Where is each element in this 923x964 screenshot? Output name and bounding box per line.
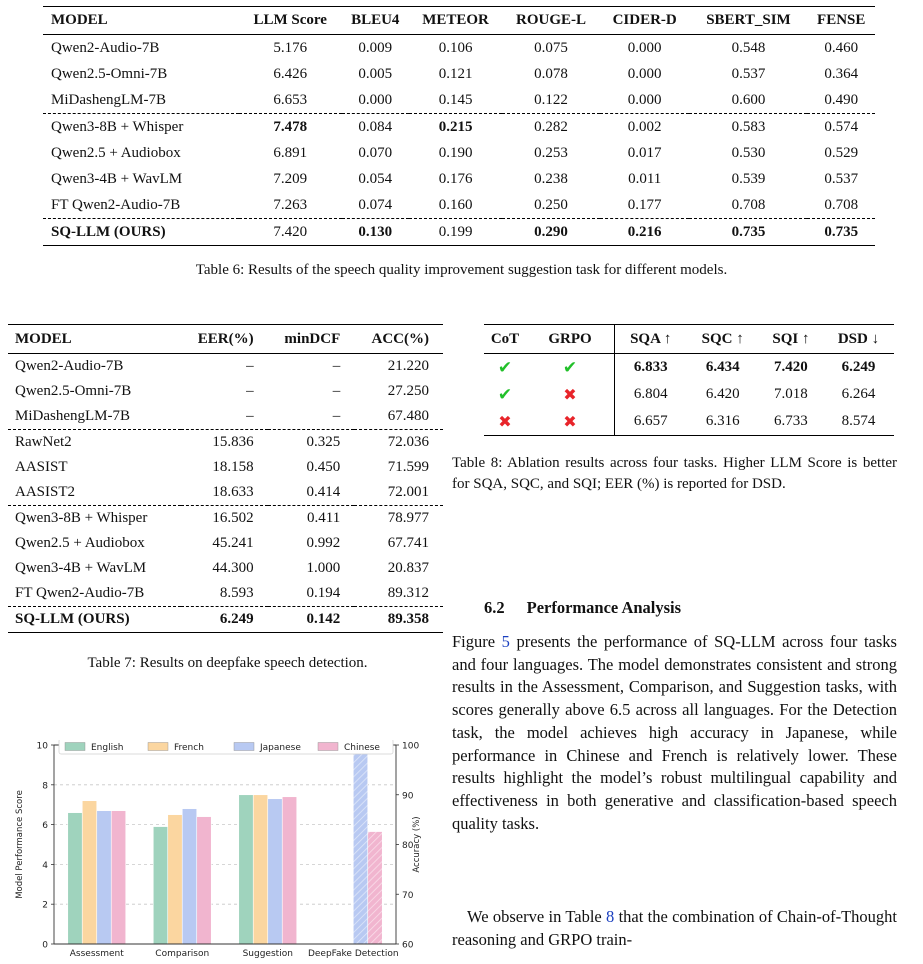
t6-cell: 0.002	[600, 114, 690, 141]
t6-cell: 6.653	[273, 91, 308, 108]
t7-cell: Qwen3-4B + WavLM	[15, 560, 147, 576]
cross-icon: ✖	[526, 408, 615, 436]
t6-cell: 7.263	[273, 196, 308, 213]
t6-cell: Qwen3-4B + WavLM	[51, 170, 183, 187]
table-row	[8, 455, 443, 480]
legend-swatch-english	[65, 743, 85, 751]
t8-cell: 6.657	[615, 408, 687, 436]
t7-cell: 0.325	[268, 430, 355, 456]
t7-col-acc: ACC(%)	[354, 325, 443, 354]
t8-col-grpo: GRPO	[526, 325, 615, 354]
table-row	[8, 581, 443, 607]
t6-cell: 0.160	[438, 196, 473, 213]
t7-cell: 27.250	[387, 383, 429, 399]
t7-cell: 21.220	[354, 354, 443, 380]
t6-cell: 0.084	[342, 114, 410, 141]
x-tick-label: DeepFake Detection	[307, 949, 399, 959]
t6-cell: 0.005	[358, 65, 393, 82]
bar-chinese-3	[368, 832, 383, 944]
bar-english-2	[239, 795, 254, 944]
t7-cell: 16.502	[181, 506, 268, 532]
t7-cell: AASIST2	[15, 484, 76, 500]
t7-cell: 72.001	[387, 484, 429, 500]
t6-cell: 0.530	[731, 144, 766, 161]
t7-cell: Qwen2.5 + Audiobox	[15, 535, 145, 551]
x-tick-label: Comparison	[155, 949, 210, 959]
table-6	[43, 6, 875, 246]
t8-cell: 6.434	[686, 354, 759, 382]
t8-cell: 8.574	[823, 408, 894, 436]
t6-cell: 0.011	[628, 170, 662, 187]
table-row	[8, 430, 443, 456]
legend-label-english: English	[91, 743, 124, 753]
t7-cell: –	[332, 408, 341, 424]
table-row	[43, 219, 875, 246]
para1-text: Figure	[452, 632, 502, 651]
table-8-header	[484, 325, 894, 354]
t6-col-fense: FENSE	[807, 7, 875, 35]
t6-cell: 0.130	[342, 219, 410, 246]
paragraph-ablation	[452, 906, 897, 951]
t6-cell: 0.000	[627, 65, 662, 82]
y-tick-label: 4	[42, 860, 48, 871]
t6-cell: 0.145	[438, 91, 473, 108]
t7-cell: 89.358	[354, 607, 443, 633]
bar-french-0	[82, 801, 97, 944]
t7-col-model: MODEL	[8, 325, 181, 354]
table-row	[8, 607, 443, 633]
table-8	[484, 324, 894, 436]
legend-label-chinese: Chinese	[344, 743, 380, 753]
legend-label-japanese: Japanese	[260, 743, 301, 753]
table-row	[43, 87, 875, 114]
t7-cell: 18.633	[212, 484, 254, 500]
legend-swatch-chinese	[318, 743, 338, 751]
t8-cell: 6.316	[686, 408, 759, 436]
t6-cell: 0.000	[627, 91, 662, 108]
t7-cell: –	[246, 408, 254, 424]
bar-french-2	[253, 795, 268, 944]
y-tick-label: 6	[42, 821, 48, 832]
t7-cell: 1.000	[306, 560, 341, 576]
t6-cell: 0.529	[824, 144, 859, 161]
t6-cell: 0.215	[409, 114, 502, 141]
t6-cell: 0.539	[731, 170, 766, 187]
t7-cell: 67.480	[387, 408, 429, 424]
t6-cell: 0.070	[358, 144, 393, 161]
t7-cell: 89.312	[387, 585, 429, 601]
paragraph-performance	[452, 631, 897, 835]
figure-ref-link[interactable]: 5	[501, 632, 510, 651]
t6-col-cider: CIDER-D	[600, 7, 690, 35]
t7-cell: 72.036	[354, 430, 443, 456]
t6-cell: 0.078	[534, 65, 568, 82]
table-row	[8, 480, 443, 506]
check-icon: ✔	[526, 354, 615, 382]
t6-col-sbert: SBERT_SIM	[689, 7, 807, 35]
t8-cell: 6.420	[705, 386, 740, 402]
t6-cell: 0.000	[358, 91, 393, 108]
t6-col-rouge: ROUGE-L	[502, 7, 600, 35]
table-row	[8, 404, 443, 430]
table-6-header	[43, 7, 875, 35]
t8-col-cot: CoT	[484, 325, 526, 354]
t6-cell: 0.364	[824, 65, 859, 82]
t6-cell: 0.282	[502, 114, 600, 141]
t6-cell: Qwen3-8B + Whisper	[43, 114, 239, 141]
t8-col-sqi: SQI ↑	[759, 325, 823, 354]
table-row	[8, 531, 443, 556]
t7-cell: –	[332, 383, 341, 399]
t6-cell: 0.177	[627, 196, 662, 213]
table-row	[43, 166, 875, 192]
legend-label-french: French	[174, 743, 204, 753]
check-icon: ✔	[484, 354, 526, 382]
t6-col-bleu4: BLEU4	[342, 7, 410, 35]
t7-cell: 0.194	[306, 585, 341, 601]
t7-cell: MiDashengLM-7B	[15, 408, 130, 424]
t6-cell: 0.537	[731, 65, 766, 82]
t7-cell: 0.414	[306, 484, 341, 500]
t7-cell: 20.837	[387, 560, 429, 576]
t8-cell: 7.420	[759, 354, 823, 382]
t6-cell: 6.891	[273, 144, 308, 161]
t6-col-model: MODEL	[43, 7, 239, 35]
table-6-caption: Table 6: Results of the speech quality improvement suggestion task for different models.	[195, 262, 728, 278]
t7-cell: SQ-LLM (OURS)	[8, 607, 181, 633]
t6-cell: 0.290	[502, 219, 600, 246]
t6-cell: 5.176	[273, 39, 308, 56]
y-tick-label: 8	[42, 781, 48, 792]
t6-cell: 0.735	[807, 219, 875, 246]
t6-cell: 0.583	[689, 114, 807, 141]
t8-cell: 6.804	[615, 381, 687, 408]
t6-cell: 0.708	[731, 196, 766, 213]
t7-cell: 15.836	[181, 430, 268, 456]
t6-cell: MiDashengLM-7B	[51, 91, 166, 108]
t6-cell: 6.426	[273, 65, 308, 82]
table-row	[484, 354, 894, 382]
t6-cell: 0.548	[731, 39, 766, 56]
t8-cell: 6.833	[615, 354, 687, 382]
bar-japanese-1	[182, 809, 197, 944]
t7-cell: 6.249	[181, 607, 268, 633]
para2-text: We observe in Table	[467, 907, 607, 926]
legend-swatch-japanese	[234, 743, 254, 751]
t6-cell: FT Qwen2-Audio-7B	[51, 196, 181, 213]
bar-japanese-3	[353, 747, 368, 944]
t6-cell: 0.490	[824, 91, 859, 108]
t6-col-meteor: METEOR	[409, 7, 502, 35]
y-axis-label: Model Performance Score	[15, 790, 25, 899]
t7-cell: –	[268, 354, 355, 380]
table-row	[43, 61, 875, 87]
bar-english-0	[68, 813, 83, 944]
t8-cell: 7.018	[774, 386, 808, 402]
cross-icon: ✖	[563, 384, 577, 404]
t8-col-sqc: SQC ↑	[686, 325, 759, 354]
t7-cell: –	[181, 354, 268, 380]
legend-swatch-french	[148, 743, 168, 751]
t8-cell: 6.264	[841, 386, 876, 402]
t7-cell: Qwen3-8B + Whisper	[8, 506, 181, 532]
table-row	[8, 379, 443, 404]
t7-col-mindcf: minDCF	[268, 325, 355, 354]
t7-cell: 18.158	[212, 459, 254, 475]
t7-cell: 8.593	[219, 585, 254, 601]
t6-cell: 0.000	[627, 39, 662, 56]
cross-icon: ✖	[484, 408, 526, 436]
y-tick-label: 0	[42, 940, 48, 951]
t6-cell: 0.735	[689, 219, 807, 246]
bar-french-1	[168, 815, 183, 944]
bar-chinese-2	[282, 797, 297, 944]
t8-cell: 6.249	[823, 354, 894, 382]
t6-cell: 0.054	[358, 170, 393, 187]
t7-col-eer: EER(%)	[181, 325, 268, 354]
bar-chinese-1	[197, 817, 212, 944]
t6-cell: 0.216	[600, 219, 690, 246]
t6-cell: Qwen2.5 + Audiobox	[51, 144, 181, 161]
t6-col-llm-score: LLM Score	[239, 7, 342, 35]
t6-cell: 0.074	[358, 196, 393, 213]
t6-cell: 0.017	[627, 144, 662, 161]
t6-cell: 0.708	[824, 196, 859, 213]
t6-cell: 0.122	[534, 91, 568, 108]
t6-cell: 0.190	[438, 144, 473, 161]
t7-cell: FT Qwen2-Audio-7B	[15, 585, 145, 601]
y-tick-label: 10	[36, 741, 48, 752]
y-right-tick-label: 60	[402, 940, 414, 951]
t7-cell: 0.411	[268, 506, 355, 532]
t6-cell: 7.478	[239, 114, 342, 141]
t8-col-dsd: DSD ↓	[823, 325, 894, 354]
t6-cell: 7.209	[273, 170, 308, 187]
t7-cell: 78.977	[354, 506, 443, 532]
bar-japanese-0	[97, 811, 112, 944]
t7-cell: 67.741	[387, 535, 429, 551]
para1-text: presents the performance of SQ-LLM across four tasks and four languages. The model demonstrates consistent and strong results in the Assessment, Comparison, and Suggestion tasks, with scores generally above 6.5 across all languages. For the Detection task, the model achieves high accuracy in Japanese, while performance in Chinese and French is relatively lower. These results highlight the model’s robust multilingual capability and effectiveness in both generative and classification-based speech quality tasks.	[452, 632, 897, 833]
t6-cell: 0.176	[438, 170, 473, 187]
bar-japanese-2	[268, 799, 283, 944]
section-heading	[484, 598, 703, 618]
t7-cell: 45.241	[212, 535, 254, 551]
t6-cell: 0.238	[534, 170, 568, 187]
t6-cell: Qwen2-Audio-7B	[51, 39, 160, 56]
t7-cell: Qwen2-Audio-7B	[8, 354, 181, 380]
bar-chinese-0	[111, 811, 126, 944]
t6-cell: 0.253	[534, 144, 568, 161]
x-tick-label: Suggestion	[242, 949, 293, 959]
t8-cell: 6.733	[759, 408, 823, 436]
t7-cell: 0.992	[306, 535, 341, 551]
y-right-tick-label: 80	[402, 841, 414, 851]
table-row	[8, 506, 443, 532]
table-row	[8, 354, 443, 380]
t7-cell: –	[246, 383, 254, 399]
section-title: Performance Analysis	[526, 598, 682, 617]
t6-cell: 0.537	[824, 170, 859, 187]
table-row	[43, 114, 875, 141]
t8-col-sqa: SQA ↑	[615, 325, 687, 354]
t6-cell: Qwen2.5-Omni-7B	[51, 65, 168, 82]
y-tick-label: 2	[42, 900, 48, 911]
t7-cell: 71.599	[387, 459, 429, 475]
table-7-header	[8, 325, 443, 354]
t6-cell: 0.106	[438, 39, 473, 56]
t6-cell: 0.121	[438, 65, 473, 82]
table-row	[8, 556, 443, 581]
section-number: 6.2	[484, 598, 505, 617]
t7-cell: 0.142	[268, 607, 355, 633]
t6-cell: 0.075	[534, 39, 568, 56]
t7-cell: 44.300	[212, 560, 254, 576]
performance-bar-chart	[8, 740, 428, 960]
y-axis-right-label: Accuracy (%)	[412, 816, 422, 873]
table-row	[484, 408, 894, 436]
t6-cell: 0.250	[534, 196, 568, 213]
para2-text: that the combination of Chain-of-Thought reasoning and GRPO train-	[452, 907, 897, 949]
table-row	[484, 381, 894, 408]
table-7-caption: Table 7: Results on deepfake speech detection.	[87, 655, 368, 671]
t7-cell: AASIST	[15, 459, 68, 475]
t6-cell: 0.009	[358, 39, 393, 56]
t7-cell: Qwen2.5-Omni-7B	[15, 383, 132, 399]
check-icon: ✔	[497, 384, 513, 405]
y-right-tick-label: 90	[402, 791, 414, 802]
table-ref-link[interactable]: 8	[606, 907, 615, 926]
t6-cell: 0.199	[409, 219, 502, 246]
bar-english-1	[153, 827, 168, 944]
table-7	[8, 324, 443, 633]
t7-cell: 0.450	[306, 459, 341, 475]
table-row	[43, 192, 875, 219]
t6-cell: 7.420	[239, 219, 342, 246]
table-row	[43, 35, 875, 62]
t6-cell: 0.460	[824, 39, 859, 56]
t6-cell: 0.574	[807, 114, 875, 141]
y-right-tick-label: 100	[402, 741, 420, 752]
table-8-caption: Table 8: Ablation results across four tasks. Higher LLM Score is better for SQA, SQC, and SQI; EER (%) is reported for DSD.	[452, 455, 897, 492]
t6-cell: SQ-LLM (OURS)	[43, 219, 239, 246]
t6-cell: 0.600	[731, 91, 766, 108]
y-right-tick-label: 70	[402, 890, 414, 901]
x-tick-label: Assessment	[69, 949, 124, 959]
t7-cell: RawNet2	[8, 430, 181, 456]
table-row	[43, 140, 875, 166]
